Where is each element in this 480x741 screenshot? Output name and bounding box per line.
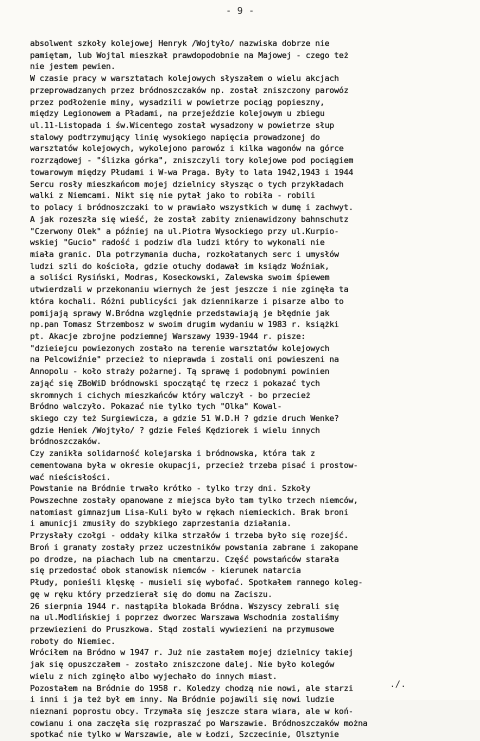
text-line: wskiej "Gucio" radość i podziw dla ludzi który to wykonali nie xyxy=(30,237,325,248)
text-line: na ul.Modlińskiej i poprzez dworzec Warszawa Wschodnia zostaliśmy xyxy=(30,612,339,623)
text-line: rozrządowej - "ślizka górka", zniszczyli tory kolejowe pod pociągiem xyxy=(30,155,354,166)
text-line: Pozostałem na Bródnie do 1958 r. Koledzy chodzą nie nowi, ale starzi xyxy=(30,682,354,693)
text-line: skiego czy też Surgiewicza, a gdzie 51 W.D.H ? gdzie druch Wenke? xyxy=(30,413,339,423)
text-line: i inni i ja też był em inny. Na Bródnie pojawili się nowi ludzie xyxy=(30,694,335,705)
text-line: ludzi szli do kościoła, gdzie otuchy dodawał im ksiądz Woźniak, xyxy=(30,260,330,271)
text-line: i amunicji zmusiły do szybkiego zaprzestania działania. xyxy=(30,518,292,529)
text-line: Sercu rosły mieszkańcom mojej dzielnicy słysząc o tych przykładach xyxy=(30,178,344,189)
text-line: Płudy, ponieśli klęskę - musieli się wybofać. Spotkałem rannego koleg- xyxy=(30,577,363,588)
text-line: gę w ręku który przedzierał się do domu na Zaciszu. xyxy=(30,588,273,599)
text-line: na Pelcowiźnie" przecież to nieprawda i zostali oni powieszeni na xyxy=(30,354,339,365)
text-line: miała granic. Dla potrzymania ducha, rozkołatanych serc i umysłów xyxy=(30,248,339,259)
text-line: przewiezieni do Pruszkowa. Stąd zostali wywiezieni na przymusowe xyxy=(30,623,335,634)
text-line: np.pan Tomasz Strzembosz w swoim drugim wydaniu w 1983 r. książki xyxy=(30,319,339,330)
text-line: roboty do Niemiec. xyxy=(30,635,116,646)
text-line: A jak rozeszła się wieść, że został zabity znienawidzony bahnschutz xyxy=(30,213,349,224)
text-line: ul.11-Listopada i św.Wicentego został wysadzony w powietrze słup xyxy=(30,120,335,131)
text-line: bródnoszczaków. xyxy=(30,436,102,447)
text-line: spotkać nie tylko w Warszawie, ale w Łodzi, Szczecinie, Olsztynie xyxy=(30,729,339,740)
continuation-mark: ./. xyxy=(389,680,406,690)
text-line: nie jestem pewien. xyxy=(30,61,116,72)
text-line: gdzie Heniek /Wojtyło/ ? gdzie Feleś Kędziorek i wielu innych xyxy=(30,424,320,435)
text-line: absolwent szkoły kolejowej Henryk /Wojtyło/ nazwiska dobrze nie xyxy=(30,38,330,48)
text-line: która kochali. Różni publicyści jak dziennikarze i pisarze albo to xyxy=(30,295,344,306)
text-line: Bródno walczyło. Pokazać nie tylko tych "Olka" Kowal- xyxy=(30,401,282,412)
text-line: cementowana była w okresie okupacji, przecież trzeba pisać i prostow- xyxy=(30,459,358,470)
text-line: warsztatów kolejowych, wykolejono parowóz i kilka wagonów na górce xyxy=(30,143,344,154)
text-line: Wróciłem na Bródno w 1947 r. Już nie zastałem mojej dzielnicy takiej xyxy=(30,647,354,658)
text-line: wielu z nich zginęło albo wyjechało do innych miast. xyxy=(30,670,278,681)
text-line: nieznani poprostu obcy. Trzymała się jeszcze stara wiara, ale w koń- xyxy=(30,705,354,716)
text-line: to polacy i bródnoszczaki to w prawiało wszystkich w dumę i zachwyt. xyxy=(30,202,354,213)
text-line: Czy zanikła solidarność kolejarska i bródnowska, która tak z xyxy=(30,448,316,459)
text-line: wać nieścisłości. xyxy=(30,471,111,482)
text-line: jak się opuszczałem - zostało zniszczone dalej. Nie było kolegów xyxy=(30,659,335,670)
text-line: a soliści Rysiński, Modras, Koseckowski, Zalewska swoim śpiewem xyxy=(30,272,330,283)
text-line: się przedostać obok stanowisk niemców - kierunek natarcia xyxy=(30,565,301,576)
text-line: pomijają sprawy W.Bródna względnie przedstawiają je błędnie jak xyxy=(30,307,330,318)
text-line: 26 sierpnia 1944 r. nastąpiła blokada Bródna. Wszyscy zebrali się xyxy=(30,600,339,611)
text-line: W czasie pracy w warsztatach kolejowych słyszałem o wielu akcjach xyxy=(30,73,339,84)
text-line: towarowym między Płudami i W-wa Praga. Były to lata 1942,1943 i 1944 xyxy=(30,166,354,177)
text-line: utwierdzali w przekonaniu wiernych że jest jeszcze i nie zginęła ta xyxy=(30,284,349,295)
page-body xyxy=(30,38,462,741)
text-line: zająć się ZBoWiD bródnowski spoczątąć tę rzecz i pokazać tych xyxy=(30,377,320,388)
text-line: po drodze, na piachach lub na cmentarzu. Część powstańców starała xyxy=(30,553,339,564)
text-line: "dzieiejcu powiezonych zostało na terenie warsztatów kolejowych xyxy=(30,342,330,353)
text-line: Broń i granaty zostały przez uczestników powstania zabrane i zakopane xyxy=(30,541,358,552)
text-line: natomiast gimnazjum Lisa-Kuli było w rękach niemieckich. Brak broni xyxy=(30,506,349,517)
text-line: Powstanie na Bródnie trwało krótko - tylko trzy dni. Szkoły xyxy=(30,483,311,494)
text-line: skromnych i cichych mieszkańców który walczył - bo przecież xyxy=(30,389,311,400)
text-line: przez podłożenie miny, wysadzili w powietrze pociąg popieszny, xyxy=(30,96,325,107)
text-line: przeprowadzanych przez bródnoszczaków np. został zniszczony parowóz xyxy=(30,84,349,95)
text-line: Przysłały czołgi - oddały kilka strzałów i trzeba było się rozejść. xyxy=(30,530,349,541)
text-line: walki z Niemcami. Nikt się nie pytał jako to robiła - robili xyxy=(30,190,316,201)
text-line: cowianu i ona zaczęła się rozpraszać po Warszawie. Bródnoszczaków można xyxy=(30,717,368,728)
text-line: stalowy podtrzymujący linię wysokiego napięcia prowadzonej do xyxy=(30,131,320,142)
text-line: "Czerwony Olek" a później na ul.Piotra Wysockiego przy ul.Kurpio- xyxy=(30,225,339,236)
text-line: pamiętam, lub Wojtal mieszkał prawdopodobnie na Majowej - czego też xyxy=(30,49,349,60)
text-line: Annopolu - koło straży pożarnej. Tą sprawę i podobnymi powinien xyxy=(30,366,330,377)
text-line: pt. Akacje zbrojne podziemnej Warszawy 1939-1944 r. pisze: xyxy=(30,330,306,341)
page-number: - 9 - xyxy=(225,6,255,17)
text-line: Powszechne zostały opanowane z miejsca było tam tylko trzech niemców, xyxy=(30,495,358,506)
text-line: między Legionowem a Pładami, na przejeździe kolejowym u zbiegu xyxy=(30,108,325,119)
